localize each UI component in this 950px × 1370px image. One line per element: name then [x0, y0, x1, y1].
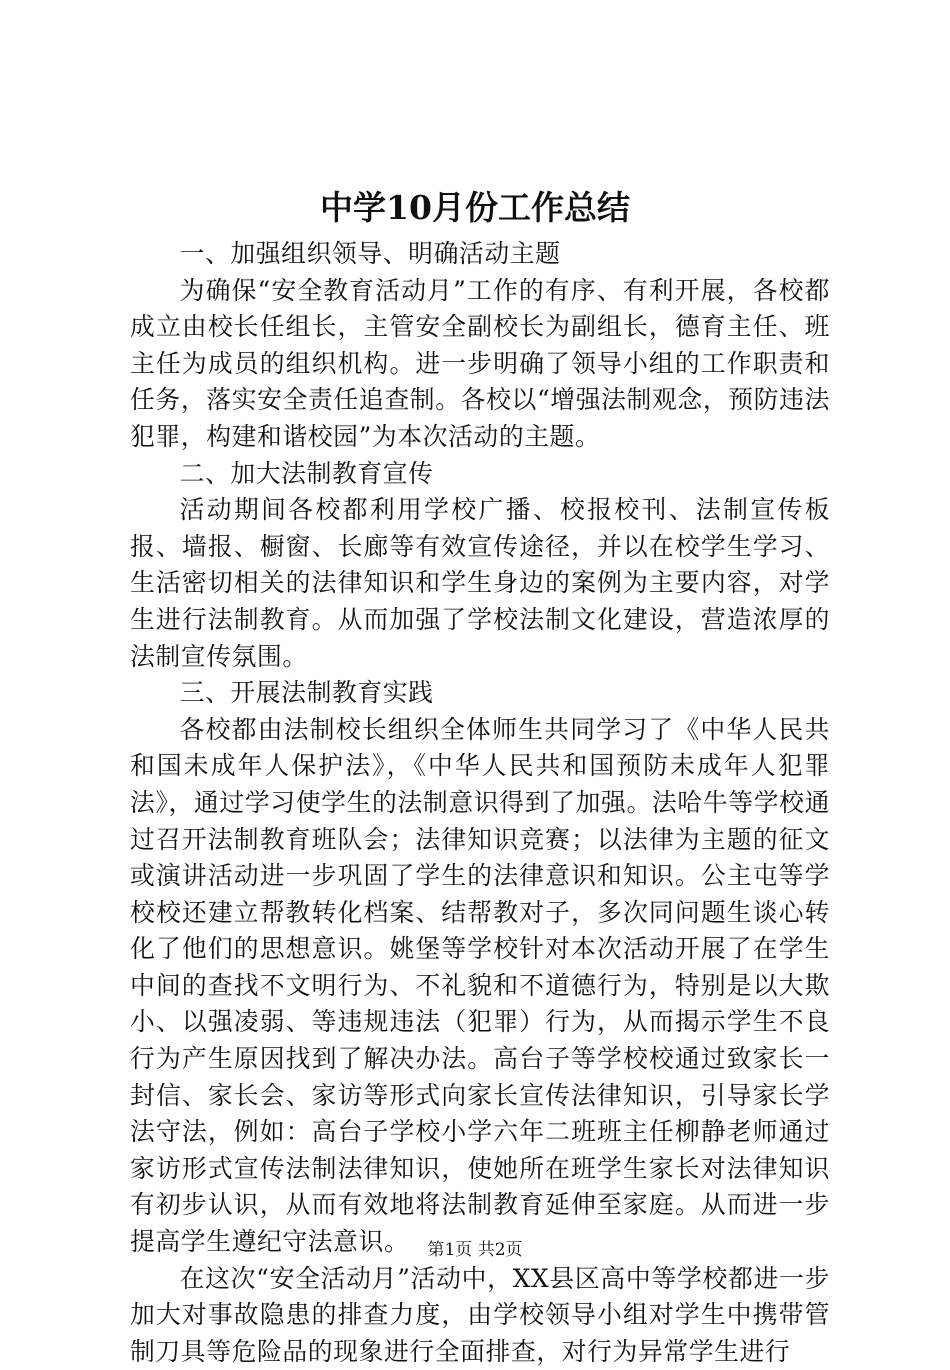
document-title: 中学10月份工作总结	[320, 188, 630, 227]
section-heading-3: 三、开展法制教育实践	[179, 678, 434, 708]
paragraph-4: 在这次“安全活动月”活动中，XX县区高中等学校都进一步加大对事故隐患的排查力度，由学校领导小组对学生中携带管制刀具等危险品的现象进行全面排查，对行为异常学生进行	[130, 1263, 830, 1366]
section-heading-2: 二、加大法制教育宣传	[179, 458, 434, 488]
page-footer: 第1页 共2页	[427, 1240, 523, 1260]
paragraph-1: 为确保“安全教育活动月”工作的有序、有利开展，各校都成立由校长任组长，主管安全副校长为副组长，德育主任、班主任为成员的组织机构。进一步明确了领导小组的工作职责和任务，落实安全责任追查制。各校以“增强法制观念，预防违法犯罪，构建和谐校园”为本次活动的主题。	[130, 275, 830, 451]
section-heading-1: 一、加强组织领导、明确活动主题	[179, 239, 561, 268]
paragraph-3: 各校都由法制校长组织全体师生共同学习了《中华人民共和国未成年人保护法》，《中华人民共和国预防未成年人犯罪法》，通过学习使学生的法制意识得到了加强。法哈牛等学校通过召开法制教育班队会；法律知识竞赛；以法律为主题的征文或演讲活动进一步巩固了学生的法律意识和知识。公主屯等学校校还建立帮教转化档案、结帮教对子，多次同问题生谈心转化了他们的思想意识。姚堡等学校针对本次活动开展了在学生中间的查找不文明行为、不礼貌和不道德行为，特别是以大欺小、以强凌弱、等违规违法（犯罪）行为，从而揭示学生不良行为产生原因找到了解决办法。高台子等学校校通过致家长一封信、家长会、家访等形式向家长宣传法律知识，引导家长学法守法，例如：高台子学校小学六年二班班主任柳静老师通过家访形式宣传法制法律知识，使她所在班学生家长对法律知识有初步认识，从而有效地将法制教育延伸至家庭。从而进一步提高学生遵纪守法意识。	[130, 714, 830, 1257]
document-body	[130, 236, 830, 1370]
paragraph-2: 活动期间各校都利用学校广播、校报校刊、法制宣传板报、墙报、橱窗、长廊等有效宣传途径，并以在校学生学习、生活密切相关的法律知识和学生身边的案例为主要内容，对学生进行法制教育。从而加强了学校法制文化建设，营造浓厚的法制宣传氛围。	[130, 495, 830, 671]
